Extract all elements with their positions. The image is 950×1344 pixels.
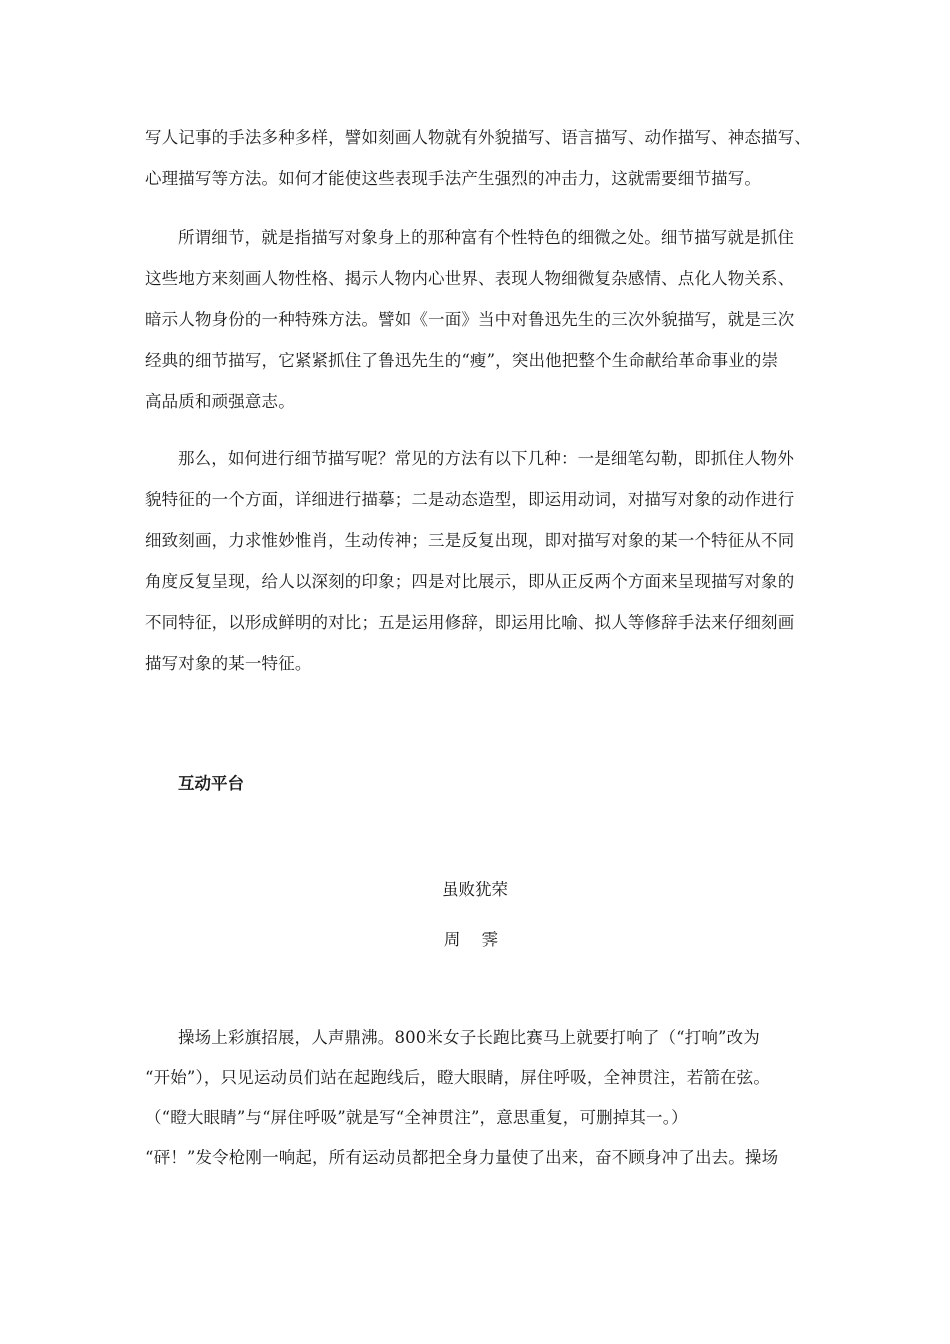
text-line: 所谓细节，就是指描写对象身上的那种富有个性特色的细微之处。细节描写就是抓住: [178, 228, 795, 247]
story-author: 周 霁: [443, 930, 507, 949]
text-line: 角度反复呈现，给人以深刻的印象；四是对比展示，即从正反两个方面来呈现描写对象的: [145, 572, 795, 591]
intro-paragraph-3: [145, 438, 815, 684]
text-line: 细致刻画，力求惟妙惟肖，生动传神；三是反复出现，即对描写对象的某一个特征从不同: [145, 531, 795, 550]
text-line: 经典的细节描写，它紧紧抓住了鲁迅先生的“瘦”，突出他把整个生命献给革命事业的崇: [145, 351, 779, 370]
text-line: 暗示人物身份的一种特殊方法。譬如《一面》当中对鲁迅先生的三次外貌描写，就是三次: [145, 310, 795, 329]
text-line: （“瞪大眼睛”与“屏住呼吸”就是写“全神贯注”，意思重复，可删掉其一。）: [145, 1108, 688, 1127]
text-line: 不同特征，以形成鲜明的对比；五是运用修辞，即运用比喻、拟人等修辞手法来仔细刻画: [145, 613, 795, 632]
section-heading: 互动平台: [178, 774, 244, 793]
text-line: 心理描写等方法。如何才能使这些表现手法产生强烈的冲击力，这就需要细节描写。: [145, 169, 762, 188]
text-line: 这些地方来刻画人物性格、揭示人物内心世界、表现人物细微复杂感情、点化人物关系、: [145, 269, 795, 288]
story-paragraph: [145, 1018, 825, 1178]
text-line: 那么，如何进行细节描写呢？常见的方法有以下几种：一是细笔勾勒，即抓住人物外: [178, 449, 795, 468]
text-line: 高品质和顽强意志。: [145, 392, 295, 411]
story-title: 虽败犹荣: [442, 880, 508, 899]
text-line: 操场上彩旗招展，人声鼎沸。800米女子长跑比赛马上就要打响了（“打响”改为: [178, 1028, 760, 1047]
text-line: 貌特征的一个方面，详细进行描摹；二是动态造型，即运用动词，对描写对象的动作进行: [145, 490, 795, 509]
text-line: “砰！”发令枪刚一响起，所有运动员都把全身力量使了出来，奋不顾身冲了出去。操场: [145, 1148, 779, 1167]
intro-paragraph-2: [145, 217, 815, 422]
text-line: 写人记事的手法多种多样，譬如刻画人物就有外貌描写、语言描写、动作描写、神态描写、: [145, 128, 811, 147]
intro-paragraph-1: [145, 117, 815, 199]
text-line: “开始”），只见运动员们站在起跑线后，瞪大眼睛，屏住呼吸，全神贯注，若箭在弦。: [145, 1068, 770, 1087]
text-line: 描写对象的某一特征。: [145, 654, 312, 673]
